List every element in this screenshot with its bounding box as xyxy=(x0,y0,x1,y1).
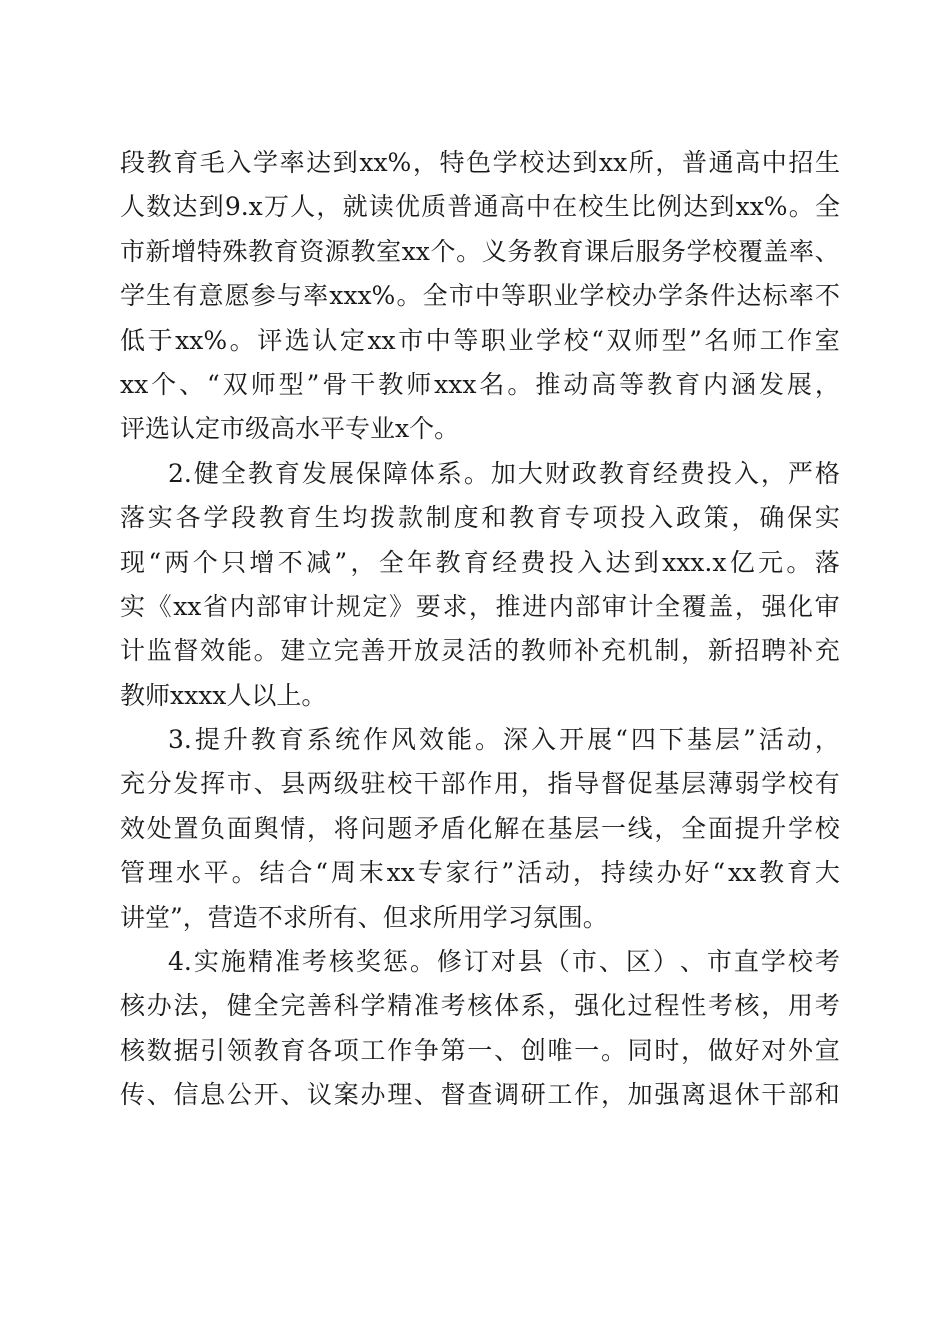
text-line: 评选认定市级高水平专业x个。 xyxy=(120,414,460,444)
text-line: 现 “ 两 个 只 增 不 减 ” ， 全 年 教 育 经 费 投 入 达 到 xxx.x 亿 元 。 落 xyxy=(120,547,840,577)
text-line: 市 新 增 特 殊 教 育 资 源 教 室 xx 个 。 义 务 教 育 课 后 服 务 学 校 覆 盖 率 、 xyxy=(120,236,840,266)
text-line: 充 分 发 挥 市 、 县 两 级 驻 校 干 部 作 用 ， 指 导 督 促 基 层 薄 弱 学 校 有 xyxy=(120,769,840,799)
text-line: 核 办 法 ， 健 全 完 善 科 学 精 准 考 核 体 系 ， 强 化 过 程 性 考 核 ， 用 考 xyxy=(120,991,840,1021)
text-line: 低 于 xx% 。 评 选 认 定 xx 市 中 等 职 业 学 校 “ 双 师 型 ” 名 师 工 作 室 xyxy=(120,325,840,355)
text-line: 计 监 督 效 能 。 建 立 完 善 开 放 灵 活 的 教 师 补 充 机 制 ， 新 招 聘 补 充 xyxy=(120,636,840,666)
text-line: 人 数 达 到 9.x 万 人 ， 就 读 优 质 普 通 高 中 在 校 生 比 例 达 到 xx% 。 全 xyxy=(120,192,840,222)
text-line: 传 、 信 息 公 开 、 议 案 办 理 、 督 查 调 研 工 作 ， 加 强 离 退 休 干 部 和 xyxy=(120,1080,840,1110)
text-line: xx 个 、 “ 双 师 型 ” 骨 干 教 师 xxx 名 。 推 动 高 等 教 育 内 涵 发 展 ， xyxy=(120,369,840,399)
text-line: 落 实 各 学 段 教 育 生 均 拨 款 制 度 和 教 育 专 项 投 入 政 策 ， 确 保 实 xyxy=(120,503,840,533)
text-line: 核 数 据 引 领 教 育 各 项 工 作 争 第 一 、 创 唯 一 。 同 时 ， 做 好 对 外 宣 xyxy=(120,1035,840,1065)
text-line: 教师xxxx人以上。 xyxy=(120,680,327,710)
text-line: 3. 提 升 教 育 系 统 作 风 效 能 。 深 入 开 展 “ 四 下 基 层 ” 活 动 ， xyxy=(168,725,840,755)
text-line: 讲堂”，营造不求所有、但求所用学习氛围。 xyxy=(120,902,608,932)
text-line: 2. 健 全 教 育 发 展 保 障 体 系 。 加 大 财 政 教 育 经 费 投 入 ， 严 格 xyxy=(168,458,840,488)
text-line: 实 《 xx 省 内 部 审 计 规 定 》 要 求 ， 推 进 内 部 审 计 全 覆 盖 ， 强 化 审 xyxy=(120,591,840,621)
text-line: 学 生 有 意 愿 参 与 率 xxx% 。 全 市 中 等 职 业 学 校 办 学 条 件 达 标 率 不 xyxy=(120,281,840,311)
text-line: 4. 实 施 精 准 考 核 奖 惩 。 修 订 对 县 （ 市 、 区 ） 、 市 直 学 校 考 xyxy=(168,947,840,977)
text-line: 效 处 置 负 面 舆 情 ， 将 问 题 矛 盾 化 解 在 基 层 一 线 ， 全 面 提 升 学 校 xyxy=(120,813,840,843)
document-body xyxy=(120,141,840,1118)
text-line: 段 教 育 毛 入 学 率 达 到 xx% ， 特 色 学 校 达 到 xx 所 ， 普 通 高 中 招 生 xyxy=(120,148,840,177)
text-line: 管 理 水 平 。 结 合 “ 周 末 xx 专 家 行 ” 活 动 ， 持 续 办 好 “ xx 教 育 大 xyxy=(120,858,840,888)
